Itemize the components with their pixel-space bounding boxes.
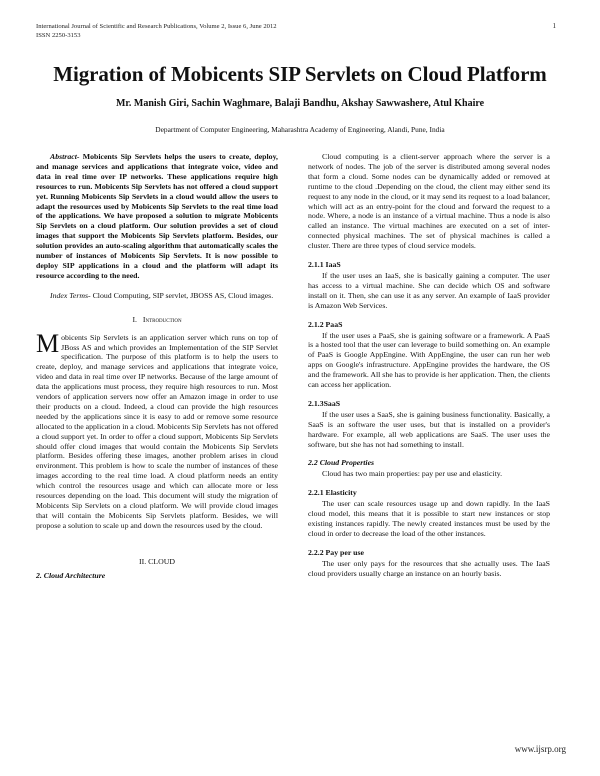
journal-header (36, 22, 277, 40)
pay-per-use-text: The user only pays for the resources that she actually uses. The IaaS cloud providers usually charge an instance on an hourly basis. (308, 558, 550, 578)
subsection-cloud-architecture: 2. Cloud Architecture (36, 570, 106, 580)
heading-iaas: 2.1.1 IaaS (308, 260, 341, 270)
index-terms-label: Index Terms (50, 290, 89, 300)
heading-saas: 2.1.3SaaS (308, 398, 341, 408)
journal-name: International Journal of Scientific and Research Publications, Volume 2, Issue 6, June 2012 (36, 23, 277, 30)
introduction-text: Mobicents Sip Servlets is an application server which runs on top of JBoss AS and which provides an Implementation of the SIP Servlet specification. The purpose of this platform is to help the users to create, deploy, and manage services and applications that integrate voice, video and data in real time over IP networks. Because of the large amount of data the applications must process, they require high resources to run. Most vendors of application servers now offer an Amazon image in order to use their products on a cloud. Indeed, a cloud can provide the high resources needed by the applications since it is easy to add or remove some resource allocated to the application in a cloud. Mobicents Sip Servlets has not offered a cloud support yet. In order to offer a cloud support, Mobicents Sip Servlets should offer cloud images that would contain the Mobicents Sip Servlets platform. Besides offering these images, another problem arises in cloud environment. This problem is how to scale the number of instances of these images according to the real time load. A cloud platform needs an entity which control the resources usage and which can allocate more or less resources depending on the load. This document will study the migration of Mobicents Sip Servlets on a cloud platform. We will provide cloud images that will contain the Mobicents Sip Servlets platform. Besides, we will propose a solution to scale up and down the resources used by the cloud. (36, 328, 278, 530)
section-heading-introduction: I. Introduction (132, 314, 182, 324)
right-column (308, 152, 550, 579)
left-column (36, 152, 278, 582)
abstract (36, 152, 278, 281)
heading-elasticity: 2.2.1 Elasticity (308, 488, 357, 498)
saas-text: If the user uses a SaaS, she is gaining business functionality. Basically, a SaaS is an software the user uses, but that is installed on a provider's hardware. For example, all web applications are SaaS. The user uses the software, but she has not had something to install. (308, 409, 550, 449)
page-number: 1 (552, 22, 556, 30)
abstract-text: Mobicents Sip Servlets helps the users to create, deploy, and manage services and applications that integrate voice, video and data in real time over IP networks. These applications require high resources to run. Mobicents Sip Servlets has not offered a cloud support yet. Running Mobicents Sip Servlets in a cloud would allow the users to adapt the resources used by Mobicents Sip Servlets to the real time load of the applications. We have proposed a solution to migrate Mobicents Sip Servlets on a cloud platform. Our solution provides a set of cloud images that support the Mobicents Sip Servlets platform. Besides, our solution provides an auto-scaling algorithm that automatically scales the number of instances of Mobicents Sip Servlets. It is now possible to deploy SIP applications in a cloud and the platform will adapt its resource according to the need. (36, 152, 278, 280)
issn: ISSN 2250-3153 (36, 32, 81, 39)
paper-title: Migration of Mobicents SIP Servlets on Cloud Platform (53, 62, 547, 86)
index-terms-text: - Cloud Computing, SIP servlet, JBOSS AS, Cloud images. (88, 290, 274, 300)
index-terms (36, 291, 278, 301)
heading-paas: 2.1.2 PaaS (308, 319, 343, 329)
cloud-intro-text: Cloud computing is a client-server approach where the server is a network of nodes. The job of the server is distributed among several nodes that form a cloud. Some nodes can be dynamically added or removed at runtime to the cloud .Depending on the cloud, the client may either send its request to any node in the cloud, or it may send its request to a load balancer, which will act as an entry-point for the cloud and forward the request to a node. Where, a node is an instance of a virtual machine. Thus a node is also called an instance. The virtual machines are executed on a set of inter-connected physical machines. The set of physical machines is called a cluster. There are three types of cloud service models. (308, 152, 550, 251)
section-heading-cloud: II. CLOUD (139, 556, 175, 566)
authors: Mr. Manish Giri, Sachin Waghmare, Balaji Bandhu, Akshay Sawwashere, Atul Khaire (115, 98, 485, 109)
iaas-text: If the user uses an IaaS, she is basically gaining a computer. The user has access to a virtual machine. She can decide which OS and software install on it. Then, she can use it as any server. An example of IaaS provider is Amazon Web Services. (308, 270, 550, 310)
heading-cloud-properties: 2.2 Cloud Properties (308, 458, 375, 468)
affiliation: Department of Computer Engineering, Maharashtra Academy of Engineering, Alandi, Pune, India (155, 125, 445, 134)
footer-website: www.ijsrp.org (514, 744, 566, 754)
heading-pay-per-use: 2.2.2 Pay per use (308, 547, 364, 557)
abstract-label: Abstract- (50, 152, 80, 161)
paas-text: If the user uses a PaaS, she is gaining software or a framework. A PaaS is a hosted tool that the user can leverage to build something on. An example of PaaS is Google AppEngine. With AppEngine, the user can run her web apps on Google's infrastructure. AppEngine provides the hardware, the OS and the framework. All she has to provide is her application. Then, the clients can access her application. (308, 330, 550, 390)
drop-cap: M (36, 328, 60, 358)
elasticity-text: The user can scale resources usage up and down rapidly. In the IaaS cloud model, this means that it is possible to start new instances or stop existing instances rapidly. The newly created instances must be used by the cloud in order to decrease the load of the other instances. (308, 499, 550, 538)
cloud-properties-text: Cloud has two main properties: pay per use and elasticity. (322, 469, 503, 479)
